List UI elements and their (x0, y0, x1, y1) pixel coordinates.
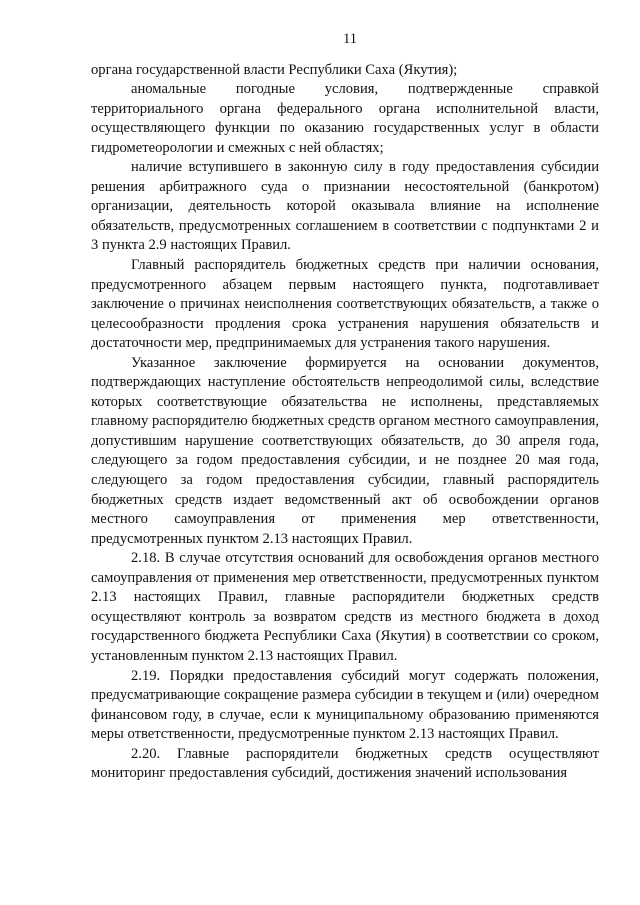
paragraph: органа государственной власти Республики Саха (Якутия); (91, 61, 458, 78)
page-number: 11 (342, 31, 358, 47)
paragraph: Главный распорядитель бюджетных средств при наличии основания, предусмотренного абзацем первым настоящего пункта, подготавливает заключение о причинах неисполнения соответствующих обязательств, а также о целесообразности продления срока устранения нарушения обязательств и достаточности мер, предпринимаемых для устранения такого нарушения. (91, 257, 599, 352)
paragraph: 2.20. Главные распорядители бюджетных средств осуществляют мониторинг предоставления субсидий, достижения значений использования (91, 745, 599, 782)
paragraph: аномальные погодные условия, подтвержденные справкой территориального органа федерального органа исполнительной власти, осуществляющего функции по оказанию государственных услуг в области гидрометеорологии и смежных с ней областях; (91, 81, 599, 156)
paragraph: 2.19. Порядки предоставления субсидий могут содержать положения, предусматривающие сокращение размера субсидии в текущем и (или) очередном финансовом году, в случае, если к муниципальному образованию применяются меры ответственности, предусмотренные пунктом 2.13 настоящих Правил. (91, 667, 599, 743)
document-body (91, 61, 599, 784)
paragraph: Указанное заключение формируется на основании документов, подтверждающих наступление обстоятельств непреодолимой силы, вследствие которых соответствующие обязательства не исполнены, представляемых главному распорядителю бюджетных средств органом местного самоуправления, допустившим нарушение соответствующих обязательств, до 30 апреля года, следующего за годом предоставления субсидии, и не позднее 20 мая года, следующего за годом предоставления субсидии, главный распорядитель бюджетных средств издает ведомственный акт об освобождении органов местного самоуправления от применения мер ответственности, предусмотренных пунктом 2.13 настоящих Правил. (91, 354, 599, 547)
paragraph: 2.18. В случае отсутствия оснований для освобождения органов местного самоуправления от применения мер ответственности, предусмотренных пунктом 2.13 настоящих Правил, главные распорядители бюджетных средств осуществляют контроль за возвратом средств из местного бюджета в доход государственного бюджета Республики Саха (Якутия) в соответствии со сроком, установленным пунктом 2.13 настоящих Правил. (91, 550, 599, 664)
document-page (91, 30, 599, 784)
paragraph: наличие вступившего в законную силу в году предоставления субсидии решения арбитражного суда о признании несостоятельной (банкротом) организации, деятельность которой оказывала влияние на исполнение обязательств, предусмотренных соглашением в соответствии с подпунктами 2 и 3 пункта 2.9 настоящих Правил. (91, 159, 599, 254)
